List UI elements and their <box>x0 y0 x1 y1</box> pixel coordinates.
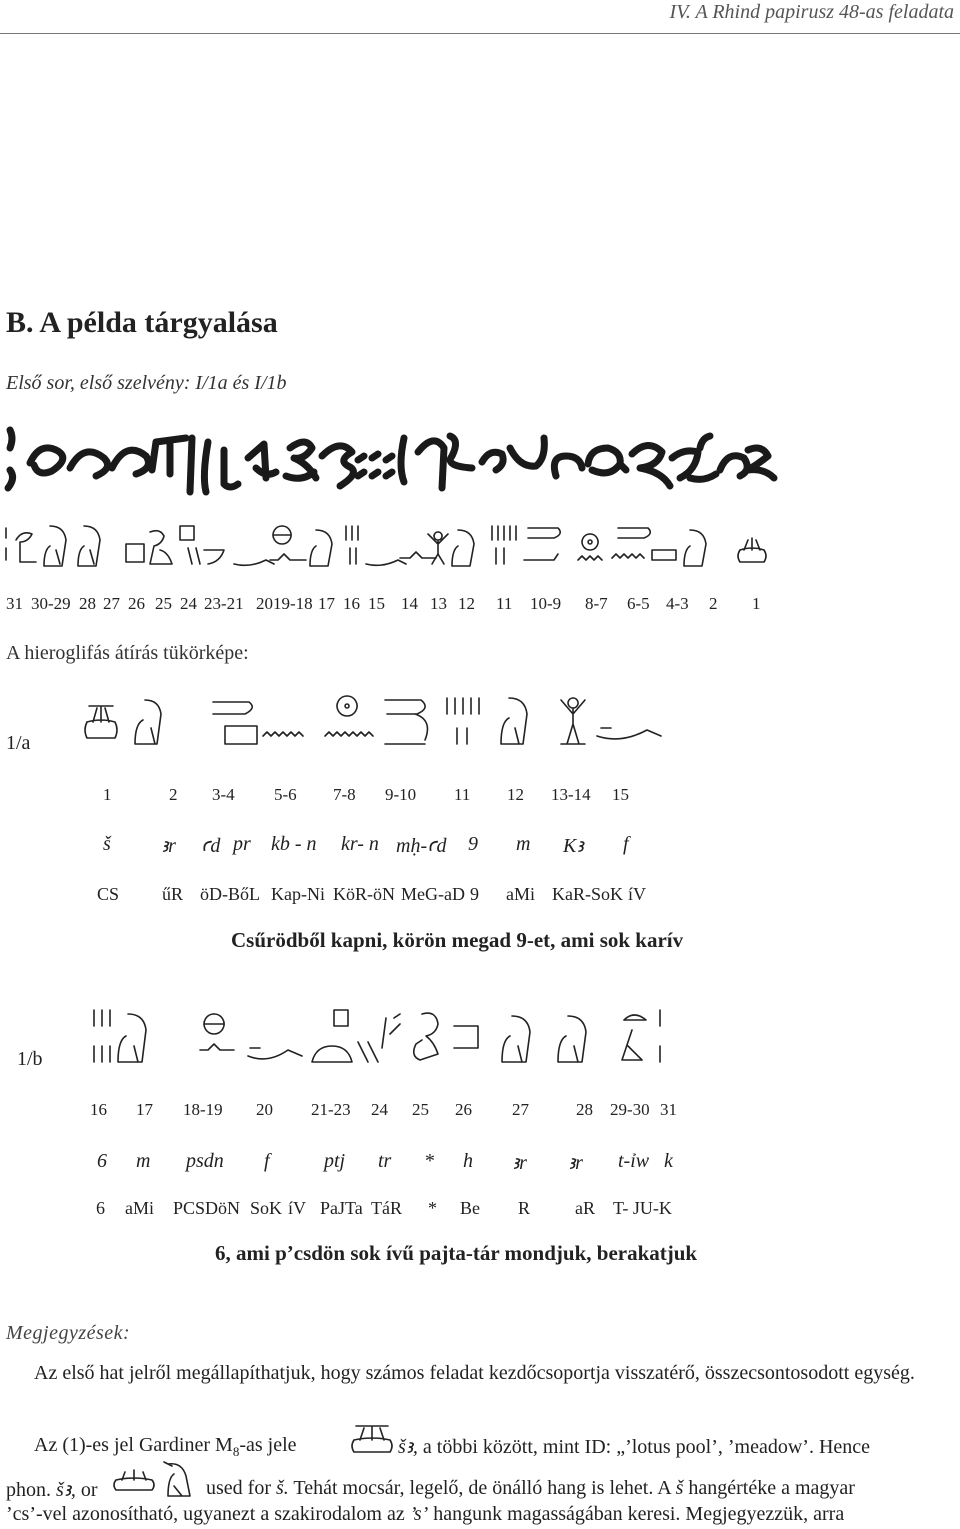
notes-p4-text-a: ’cs’-vel azonosítható, ugyanezt a szakirodalom az <box>6 1503 405 1525</box>
line-a-number: 11 <box>454 785 471 804</box>
notes-p2-translit: šꜣ, <box>398 1436 418 1458</box>
line-b-label: 1/b <box>17 1048 43 1070</box>
line-b-reading-item: SoK <box>250 1198 283 1218</box>
glyph-number: 24 <box>180 594 197 613</box>
line-b-translit: k <box>664 1150 673 1172</box>
line-b-reading-item: TáR <box>371 1198 402 1218</box>
notes-p2-text-d: a többi között, mint ID: „’lotus pool’, ’meadow’. Hence <box>422 1436 871 1458</box>
glyph-number: 28 <box>79 594 96 613</box>
notes-p3-or: or <box>80 1479 98 1501</box>
glyph-number: 13 <box>430 594 447 613</box>
line-a-reading-item: KöR-öN <box>333 884 395 904</box>
line-b-number: 18-19 <box>183 1100 223 1119</box>
glyph-number: 1 <box>752 594 761 613</box>
line-a-label: 1/a <box>6 732 31 754</box>
line-a-translit: ꜥd <box>201 835 221 857</box>
line-a-translit: kb - n <box>271 833 317 855</box>
line-b-translit: * <box>424 1150 434 1172</box>
line-a-hieroglyphs <box>85 692 665 752</box>
notes-heading: Megjegyzések: <box>6 1322 131 1344</box>
notes-paragraph-2 <box>34 1434 297 1460</box>
line-a-translit: kr- n <box>341 833 379 855</box>
notes-p3-used-for: used for <box>206 1477 271 1499</box>
line-b-reading-item: * <box>428 1198 437 1218</box>
line-a-gloss: Csűrödből kapni, körön megad 9-et, ami sok karív <box>231 928 684 952</box>
notes-p3-sh: š. <box>275 1477 289 1499</box>
glyph-number: 23-21 <box>204 594 244 613</box>
line-a-reading-item: íV <box>628 884 646 904</box>
notes-p1-text: Az első hat jelről megállapíthatjuk, hogy számos feladat kezdőcsoportja visszatérő, összecsontosodott egység. <box>34 1362 915 1384</box>
glyph-number: 11 <box>496 594 513 613</box>
header-rule <box>0 33 960 34</box>
line-b-number: 27 <box>512 1100 529 1119</box>
line-a-translit: ꜣr <box>161 835 176 857</box>
line-b-translit: h <box>463 1150 473 1172</box>
line-a-translit: f <box>623 833 629 855</box>
line-a-translit: 9 <box>468 833 478 855</box>
glyph-number: 30-29 <box>31 594 71 613</box>
notes-paragraph-1 <box>6 1358 954 1389</box>
line-b-translit: ptj <box>324 1150 346 1172</box>
glyph-number: 4-3 <box>666 594 689 613</box>
line-a-translit: Kꜣ <box>563 835 584 857</box>
line-b-number: 16 <box>90 1100 107 1119</box>
notes-paragraph-3-rest <box>206 1477 855 1500</box>
line-b-number: 31 <box>660 1100 677 1119</box>
glyph-number: 2019-18 <box>256 594 313 613</box>
line-a-reading-item: űR <box>162 884 184 904</box>
running-head: IV. A Rhind papirusz 48-as feladata <box>669 1 954 23</box>
line-b-reading-item: Be <box>460 1198 480 1218</box>
notes-paragraph-4 <box>6 1503 844 1526</box>
glyph-number: 2 <box>709 594 718 613</box>
line-a-reading-item: CS <box>97 884 120 904</box>
line-a-number: 3-4 <box>212 785 235 804</box>
notes-p3-text-f: Tehát mocsár, legelő, de önálló hang is lehet. A <box>293 1477 671 1499</box>
glyph-number: 14 <box>401 594 418 613</box>
glyph-number: 8-7 <box>585 594 608 613</box>
line-b-number: 28 <box>576 1100 593 1119</box>
line-b-number: 25 <box>412 1100 429 1119</box>
line-a-translit: š <box>103 833 111 855</box>
line-b-translit: psdn <box>186 1150 224 1172</box>
line-a-number: 5-6 <box>274 785 297 804</box>
line-a-reading-item: 9 <box>470 884 479 904</box>
line-b-gloss: 6, ami p’csdön sok ívű pajta-tár mondjuk, berakatjuk <box>215 1241 698 1265</box>
glyph-number: 31 <box>6 594 23 613</box>
line-a-reading-item: öD-BőL <box>200 884 260 904</box>
line-b-number: 20 <box>256 1100 273 1119</box>
line-a-number: 9-10 <box>385 785 417 804</box>
line-a-reading-item: MeG-aD <box>401 884 465 904</box>
gardiner-subscript: 8 <box>232 1444 240 1459</box>
line-b-reading-item: T- JU-K <box>613 1198 672 1218</box>
glyph-number: 6-5 <box>627 594 650 613</box>
notes-p2-text-b: -as jele <box>239 1434 297 1456</box>
line-b-reading-item: R <box>518 1198 531 1218</box>
lotus-pool-glyph-small-icon <box>114 1468 154 1492</box>
glyph-number: 10-9 <box>530 594 562 613</box>
line-b-reading-item: PaJTa <box>320 1198 363 1218</box>
line-b-translit: tr <box>378 1150 392 1172</box>
line-b-translit: 6 <box>97 1150 107 1172</box>
line-b-translit: ꜣr <box>568 1152 583 1174</box>
vulture-glyph-icon <box>160 1458 200 1500</box>
line-a-number: 7-8 <box>333 785 356 804</box>
line-b-hieroglyphs <box>88 1006 668 1070</box>
notes-p3-phon: phon. <box>6 1479 51 1501</box>
notes-p3-text-h: hangértéke a magyar <box>688 1477 855 1499</box>
line-b-translit: t-ỉw <box>618 1150 650 1172</box>
line-a-reading-item: aMi <box>506 884 535 904</box>
line-a-number: 1 <box>103 785 112 804</box>
notes-p2-rest <box>398 1434 870 1459</box>
line-b-reading-item: aMi <box>125 1198 154 1218</box>
line-a-number: 2 <box>169 785 178 804</box>
line-b-number: 17 <box>136 1100 153 1119</box>
line-a-number: 13-14 <box>551 785 591 804</box>
section-title: B. A példa tárgyalása <box>6 306 278 339</box>
line-a-translit: pr <box>233 833 251 855</box>
glyph-number: 16 <box>343 594 360 613</box>
glyph-number: 25 <box>155 594 172 613</box>
notes-p3-sh-2: š <box>675 1477 684 1499</box>
line-b-number: 26 <box>455 1100 472 1119</box>
glyph-number: 15 <box>368 594 385 613</box>
hieroglyph-transcription-strip <box>0 520 790 570</box>
line-b-number: 24 <box>371 1100 388 1119</box>
notes-p2-text-a: Az (1)-es jel Gardiner M <box>34 1434 233 1456</box>
line-a-reading-item: KaR-SoK <box>552 884 623 904</box>
glyph-number: 17 <box>318 594 335 613</box>
line-b-number: 21-23 <box>311 1100 351 1119</box>
line-b-translit: m <box>136 1150 151 1172</box>
glyph-number: 26 <box>128 594 145 613</box>
hieratic-manuscript-image <box>0 418 790 498</box>
line-a-reading-item: Kap-Ni <box>271 884 325 904</box>
line-a-number: 12 <box>507 785 524 804</box>
line-b-reading-item: aR <box>575 1198 595 1218</box>
line-b-reading-item: 6 <box>96 1198 105 1218</box>
line-b-reading-item: PCSDöN <box>173 1198 241 1218</box>
notes-paragraph-3-start <box>6 1477 98 1502</box>
line-b-translit: ꜣr <box>512 1152 527 1174</box>
line-a-translit: mḥ-ꜥd <box>396 835 447 857</box>
glyph-number: 12 <box>458 594 475 613</box>
notes-p4-s: ’s’ <box>409 1503 429 1525</box>
mirror-label: A hieroglifás átírás tükörképe: <box>6 642 249 664</box>
glyph-number: 27 <box>103 594 120 613</box>
line-b-reading-item: íV <box>288 1198 306 1218</box>
lotus-pool-glyph-icon <box>352 1418 392 1454</box>
notes-p3-translit: šꜣ, <box>56 1479 76 1501</box>
line-a-number: 15 <box>612 785 629 804</box>
line-b-number: 29-30 <box>610 1100 650 1119</box>
line-b-translit: f <box>264 1150 270 1172</box>
line-a-translit: m <box>516 833 531 855</box>
notes-p4-text-c: hangunk magasságában keresi. Megjegyezzük, arra <box>433 1503 845 1525</box>
subtitle: Első sor, első szelvény: I/1a és I/1b <box>6 372 287 394</box>
